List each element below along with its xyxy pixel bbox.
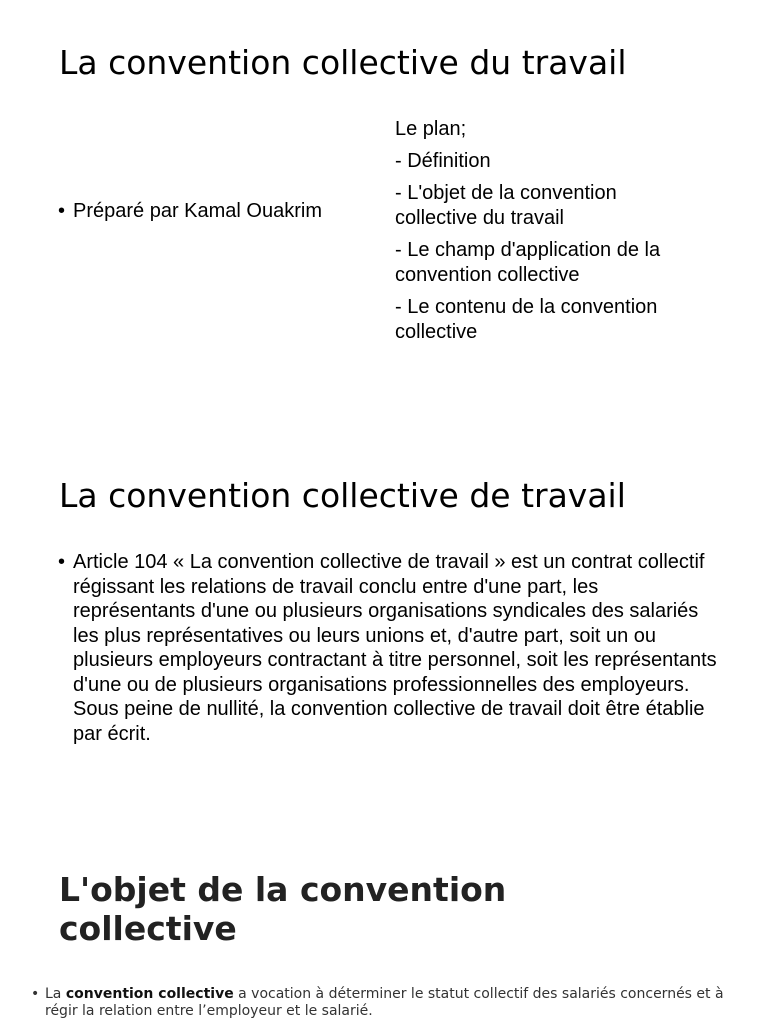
slide-title-plan xyxy=(0,0,768,400)
plan-item: - Le contenu de la convention collective xyxy=(395,296,658,343)
objet-text-end: a vocation à déterminer le statut collectif des salariés concernés et à régir la relation entre l’employeur et le salarié. xyxy=(45,986,724,1019)
slide-objet xyxy=(0,855,768,1024)
plan-item: - Définition xyxy=(395,149,491,172)
slide-title: La convention collective de travail xyxy=(59,476,626,515)
slide-title: L'objet de la convention collective xyxy=(59,870,507,948)
bullet-icon: • xyxy=(58,551,66,573)
plan-item: - Le champ d'application de la convention collective xyxy=(395,239,661,286)
definition-text: Article 104 « La convention collective de travail » est un contrat collectif régissant les relations de travail conclu entre d'une part, les représentants d'une ou plusieurs organisations syndicales des salariés les plus représentatives ou leurs unions et, d'autre part, soit un ou plusieurs employeurs contractant à titre personnel, soit les représentants d'une ou de plusieurs organisations professionnelles des employeurs. Sous peine de nullité, la convention collective de travail doit être établie par écrit. xyxy=(73,551,717,745)
author-bullet xyxy=(58,199,358,224)
bullet-icon: • xyxy=(31,986,40,1002)
definition-bullet xyxy=(58,550,718,746)
objet-bullet xyxy=(31,986,731,1020)
objet-text xyxy=(45,986,731,1020)
objet-text-bold: convention collective xyxy=(65,986,234,1002)
plan-item: - L'objet de la convention collective du travail xyxy=(395,182,617,229)
slide-definition xyxy=(0,440,768,820)
author-text: Préparé par Kamal Ouakrim xyxy=(73,200,322,222)
bullet-icon: • xyxy=(58,200,66,222)
slide-title: La convention collective du travail xyxy=(59,43,627,82)
plan-heading: Le plan; xyxy=(395,118,467,140)
objet-text-start: La xyxy=(45,986,66,1002)
plan-list xyxy=(395,117,695,352)
